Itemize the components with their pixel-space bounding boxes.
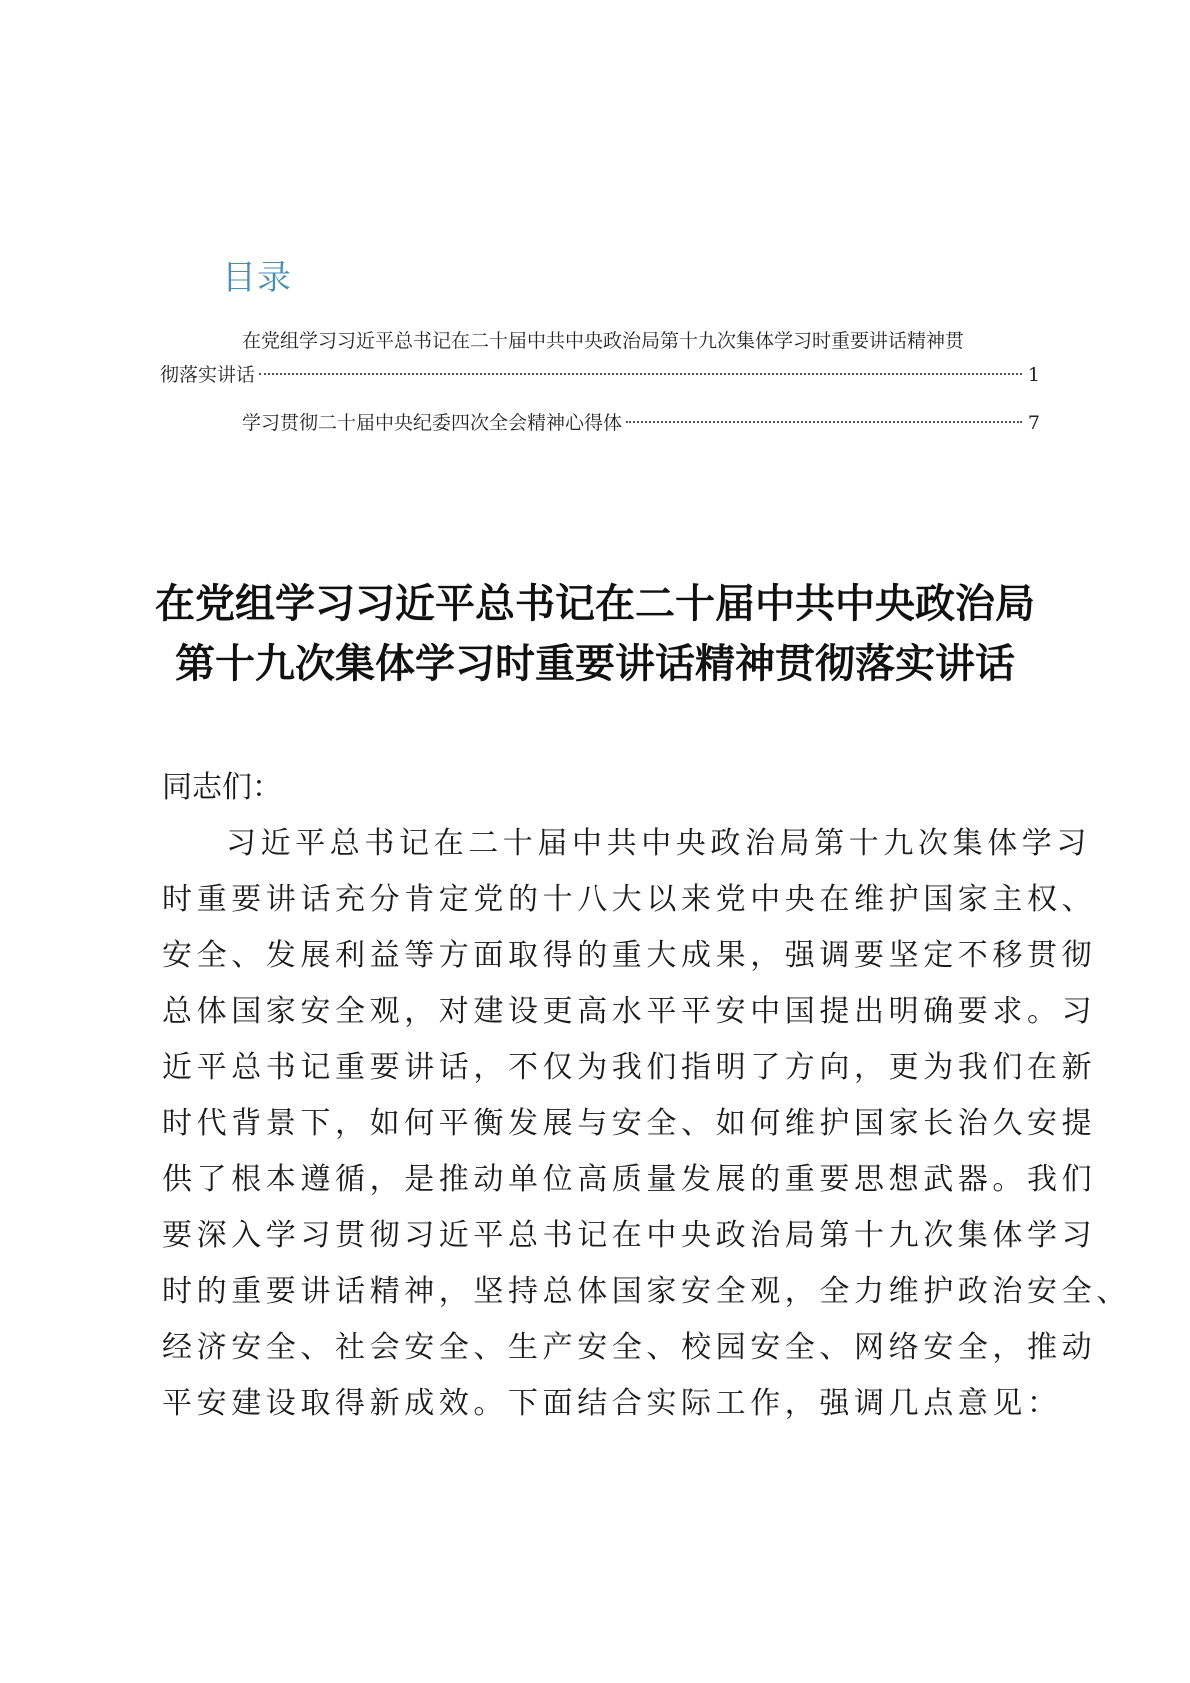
toc-leader-dots	[259, 373, 1022, 375]
toc-entry-1-page: 1	[1027, 364, 1040, 386]
paragraph-line: 习近平总书记在二十届中共中央政治局第十九次集体学习	[226, 826, 1091, 861]
toc-entry-2-text: 学习贯彻二十届中央纪委四次全会精神心得体	[242, 412, 623, 434]
paragraph-line: 安全、发展利益等方面取得的重大成果，强调要坚定不移贯彻	[162, 938, 1097, 973]
document-title-line-1: 在党组学习习近平总书记在二十届中共中央政治局	[155, 581, 1035, 627]
toc-entry-1[interactable]	[160, 324, 1040, 392]
paragraph-line: 总体国家安全观，对建设更高水平平安中国提出明确要求。习	[162, 994, 1097, 1029]
toc-title: 目录	[222, 258, 292, 298]
toc-entry-1-text: 在党组学习习近平总书记在二十届中共中央政治局第十九次集体学习时重要讲话精神贯	[242, 330, 965, 352]
paragraph-line: 经济安全、社会安全、生产安全、校园安全、网络安全，推动	[162, 1330, 1097, 1365]
salutation: 同志们：	[162, 770, 282, 805]
body-paragraph	[162, 816, 1131, 1432]
paragraph-line: 近平总书记重要讲话，不仅为我们指明了方向，更为我们在新	[162, 1050, 1097, 1085]
paragraph-line: 时代背景下，如何平衡发展与安全、如何维护国家长治久安提	[162, 1106, 1097, 1141]
toc-entry-1-text-cont: 彻落实讲话	[160, 364, 256, 386]
paragraph-line: 供了根本遵循，是推动单位高质量发展的重要思想武器。我们	[162, 1162, 1097, 1197]
paragraph-line: 时的重要讲话精神，坚持总体国家安全观，全力维护政治安全、	[162, 1274, 1131, 1309]
toc-entry-2[interactable]	[160, 406, 1040, 440]
toc-leader-dots	[626, 421, 1022, 423]
table-of-contents	[160, 324, 1040, 440]
paragraph-line: 平安建设取得新成效。下面结合实际工作，强调几点意见：	[162, 1386, 1062, 1421]
paragraph-line: 要深入学习贯彻习近平总书记在中央政治局第十九次集体学习	[162, 1218, 1097, 1253]
paragraph-line: 时重要讲话充分肯定党的十八大以来党中央在维护国家主权、	[162, 882, 1097, 917]
document-title	[150, 574, 1040, 694]
toc-entry-2-page: 7	[1027, 412, 1040, 434]
document-title-line-2: 第十九次集体学习时重要讲话精神贯彻落实讲话	[175, 641, 1015, 687]
document-body	[162, 760, 1131, 1432]
